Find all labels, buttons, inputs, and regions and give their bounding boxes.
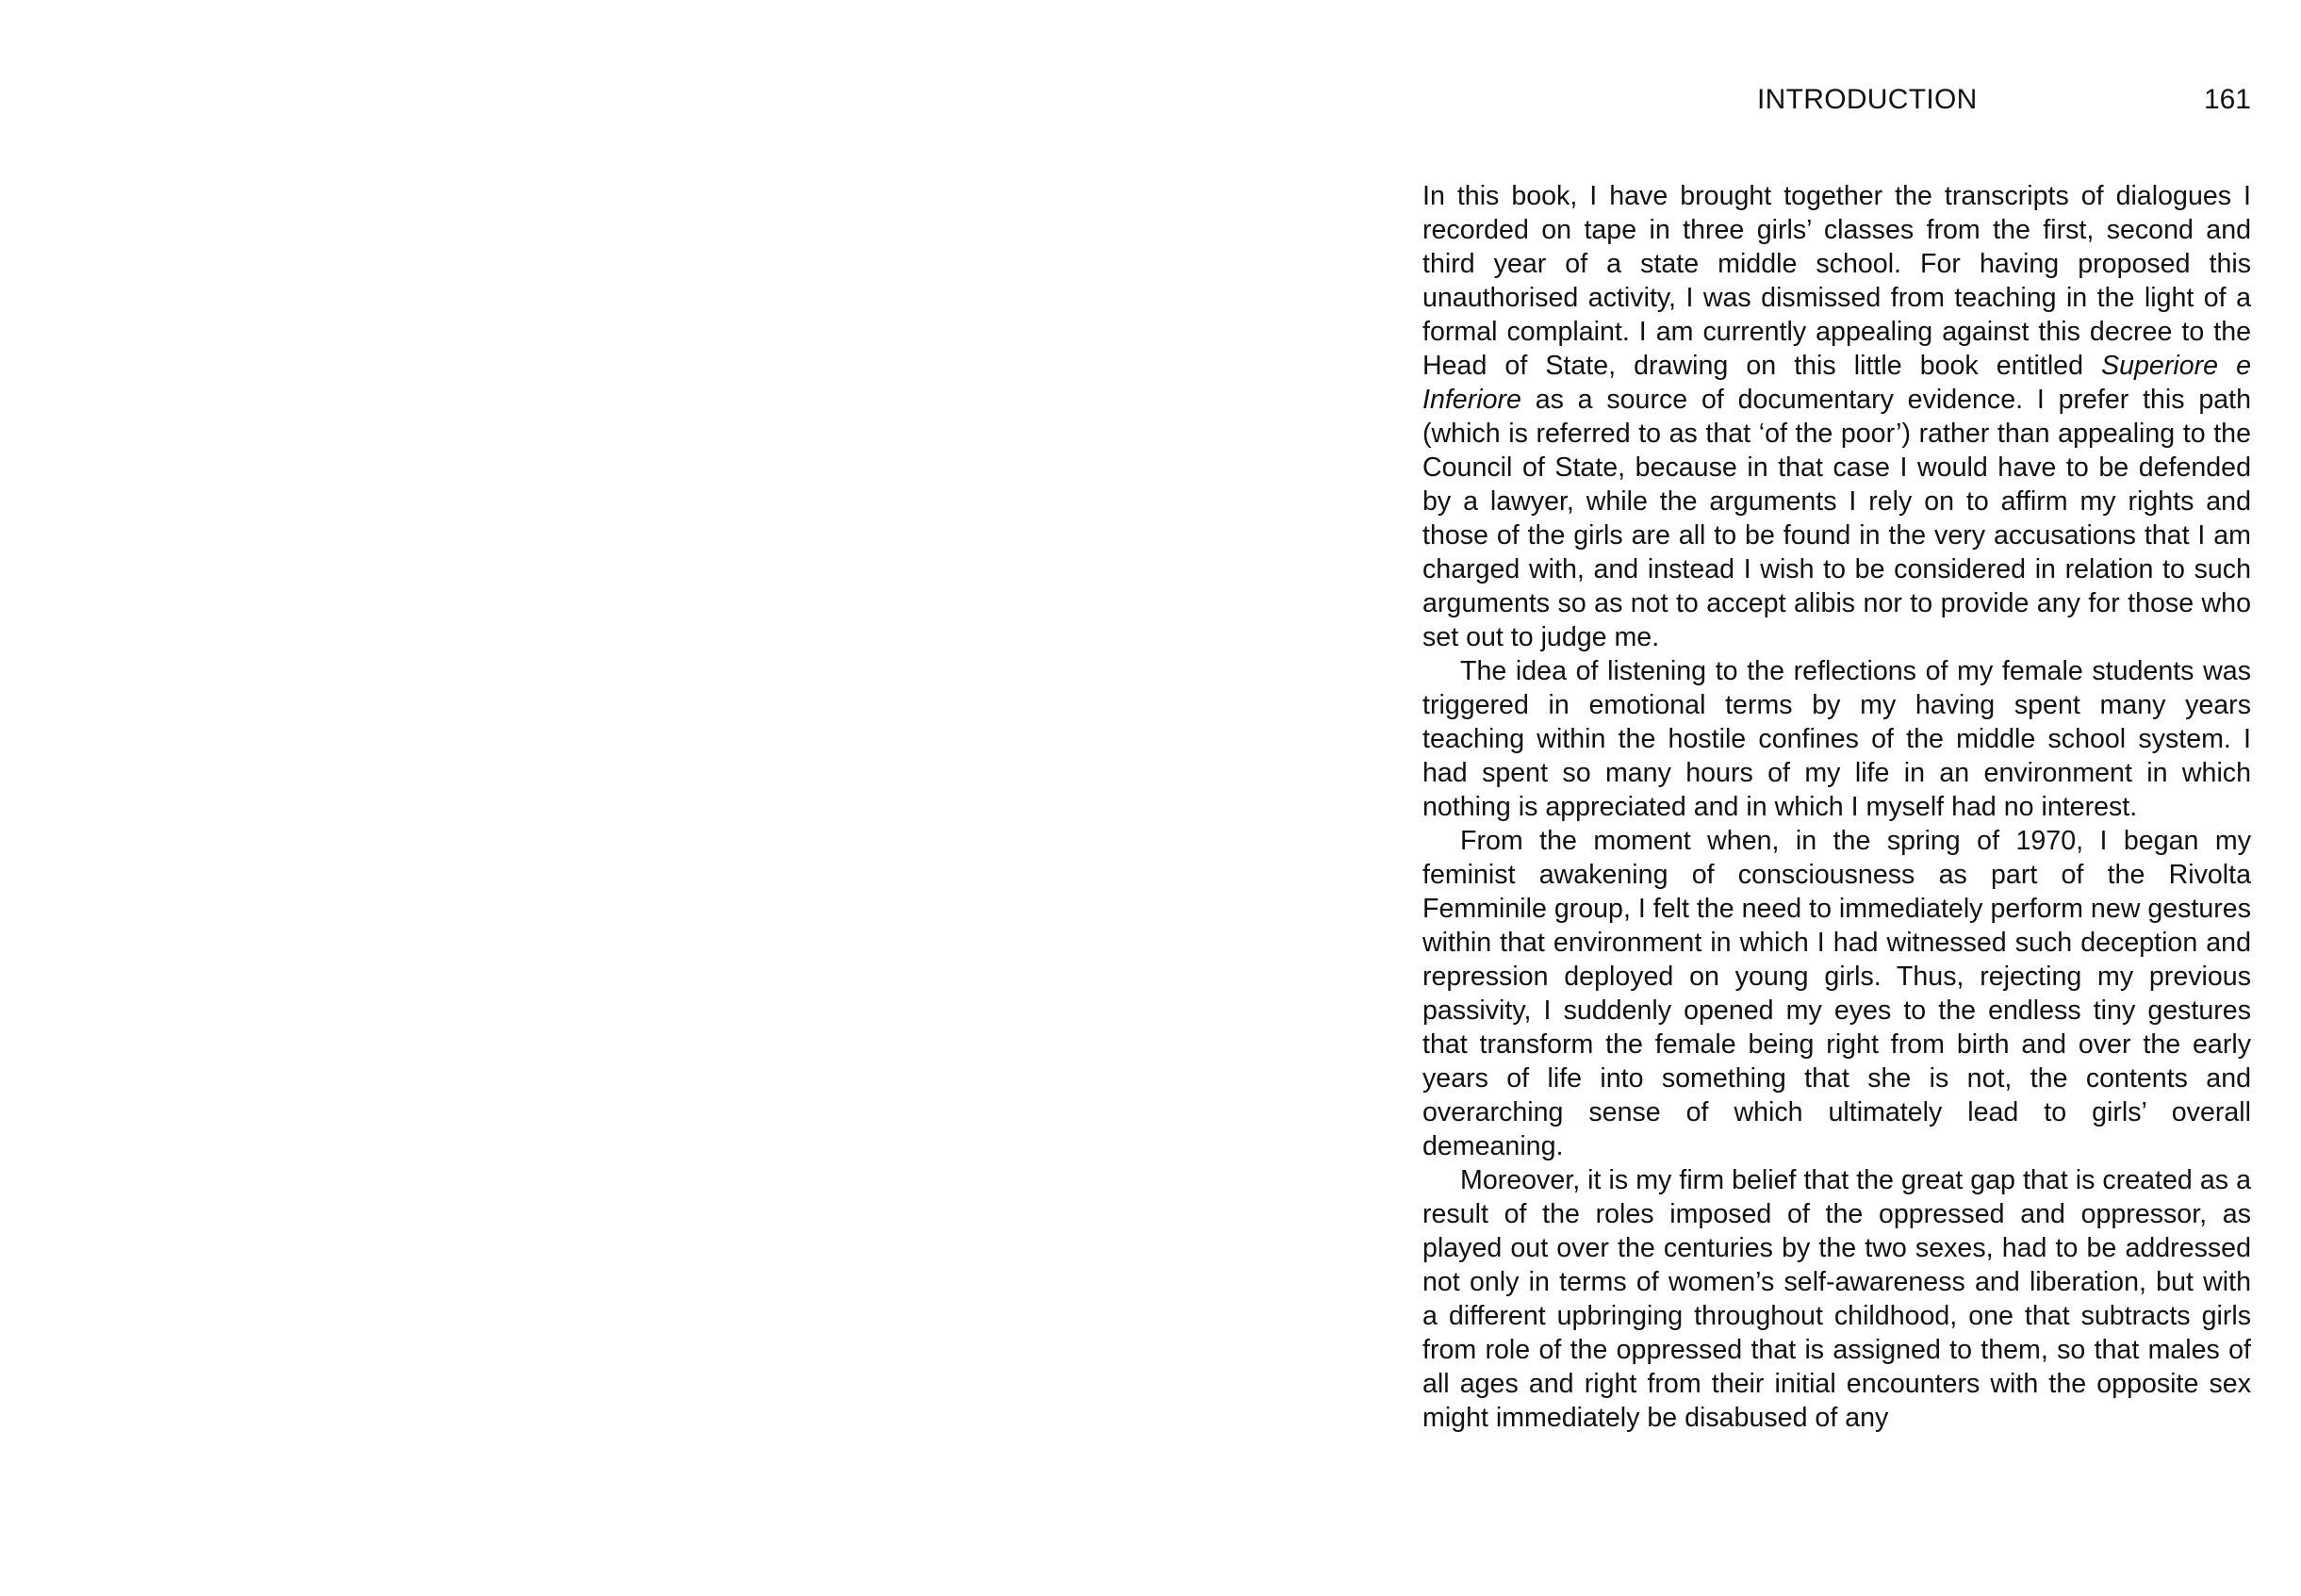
paragraph-2: The idea of listening to the reflections of my female students was triggered in emotional terms by my having spent many years teaching within the hostile confines of the middle school system. I had spent so many hours of my life in an environment in which nothing is appreciated and in which I myself had no interest. — [1422, 656, 2251, 822]
book-title-italic: Superiore e Inferiore — [1422, 351, 2252, 415]
paragraph-1 — [1422, 179, 2251, 654]
paragraph-3: From the moment when, in the spring of 1970, I began my feminist awakening of consciousness as part of the Rivolta Femminile group, I felt the need to immediately perform new gestures within that environment in which I had witnessed such deception and repression deployed on young girls. Thus, rejecting my previous passivity, I suddenly opened my eyes to the endless tiny gestures that transform the female being right from birth and over the early years of life into something that she is not, the contents and overarching sense of which ultimately lead to girls’ overall demeaning. — [1422, 826, 2251, 1161]
running-head-title: INTRODUCTION — [1757, 84, 1978, 115]
running-head — [1150, 81, 2301, 119]
left-page-blank — [0, 0, 1150, 1596]
right-page — [1150, 0, 2301, 1596]
paragraph-1-text-end: as a source of documentary evidence. I prefer this path (which is referred to as that ‘of the poor’) rather than appealing to the Council of State, because in that case I would have to be defended by a lawyer, while the arguments I rely on to affirm my rights and those of the girls are all to be found in the very accusations that I am charged with, and instead I wish to be considered in relation to such arguments so as not to accept alibis nor to provide any for those who set out to judge me. — [1422, 385, 2251, 652]
paragraph-4: Moreover, it is my firm belief that the great gap that is created as a result of the roles imposed of the oppressed and oppressor, as played out over the centuries by the two sexes, had to be addressed not only in terms of women’s self-awareness and liberation, but with a different upbringing throughout childhood, one that subtracts girls from role of the oppressed that is assigned to them, so that males of all ages and right from their initial encounters with the opposite sex might immediately be disabused of any — [1422, 1165, 2251, 1433]
paragraph-1-text-start: In this book, I have brought together the transcripts of dialogues I recorded on tape in three girls’ classes from the first, second and third year of a state middle school. For having proposed this unauthorised activity, I was dismissed from teaching in the light of a formal complaint. I am currently appealing against this decree to the Head of State, drawing on this little book entitled — [1422, 181, 2251, 381]
body-text — [1422, 179, 2251, 1435]
page-number: 161 — [2203, 84, 2251, 115]
